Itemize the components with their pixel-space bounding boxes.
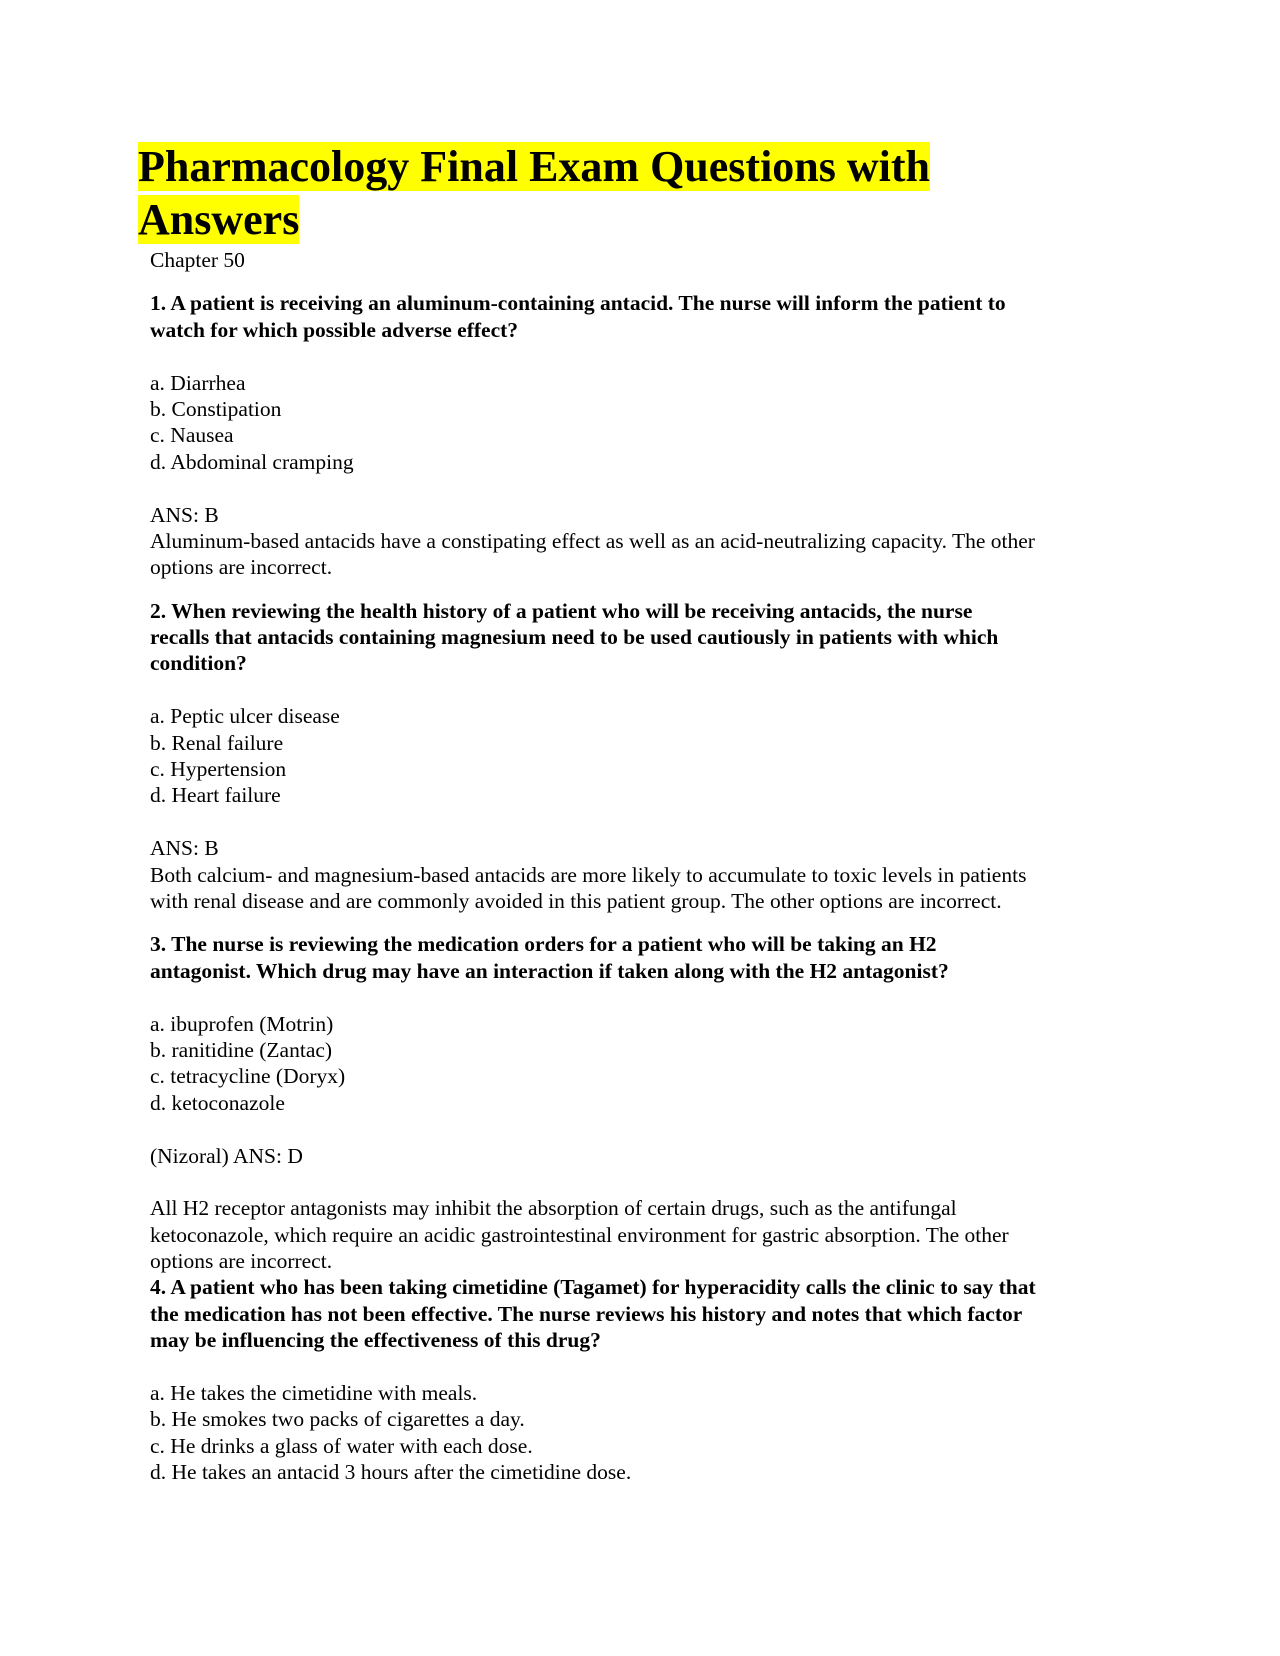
answer-option: c. Hypertension: [150, 757, 287, 782]
question-stem-line: 1. A patient is receiving an aluminum-containing antacid. The nurse will inform the patient to: [150, 291, 1006, 316]
answer-option: a. He takes the cimetidine with meals.: [150, 1381, 478, 1406]
question-stem-line: 3. The nurse is reviewing the medication orders for a patient who will be taking an H2: [150, 932, 937, 957]
answer-option: c. Nausea: [150, 423, 234, 448]
rationale-line: options are incorrect.: [150, 1249, 333, 1274]
rationale-line: Aluminum-based antacids have a constipating effect as well as an acid-neutralizing capacity. The other: [150, 528, 1035, 553]
answer-option: c. tetracycline (Doryx): [150, 1064, 346, 1089]
answer-option: a. ibuprofen (Motrin): [150, 1011, 334, 1036]
title-line-1: Pharmacology Final Exam Questions with: [138, 142, 931, 191]
document-title: [138, 140, 1138, 246]
answer-option: b. ranitidine (Zantac): [150, 1037, 333, 1062]
answer-key: ANS: B: [150, 836, 219, 861]
question-stem-line: condition?: [150, 651, 247, 676]
answer-option: b. Constipation: [150, 396, 282, 421]
rationale-line: options are incorrect.: [150, 555, 333, 580]
rationale-line: with renal disease and are commonly avoided in this patient group. The other options are incorrect.: [150, 888, 1002, 913]
question-2: [150, 598, 1110, 915]
answer-key: (Nizoral) ANS: D: [150, 1143, 303, 1168]
answer-option: d. ketoconazole: [150, 1090, 285, 1115]
question-stem-line: watch for which possible adverse effect?: [150, 317, 519, 342]
chapter-label: Chapter 50: [150, 248, 245, 272]
title-line-2: Answers: [138, 195, 300, 244]
answer-option: a. Diarrhea: [150, 370, 246, 395]
answer-option: d. Heart failure: [150, 783, 281, 808]
answer-option: d. He takes an antacid 3 hours after the cimetidine dose.: [150, 1460, 632, 1485]
answer-option: d. Abdominal cramping: [150, 449, 354, 474]
question-stem-line: 2. When reviewing the health history of a patient who will be receiving antacids, the nurse: [150, 598, 973, 623]
question-4: [150, 1274, 1110, 1485]
rationale-line: ketoconazole, which require an acidic gastrointestinal environment for gastric absorption. The other: [150, 1222, 1009, 1247]
question-stem-line: the medication has not been effective. The nurse reviews his history and notes that which factor: [150, 1301, 1023, 1326]
rationale-line: Both calcium- and magnesium-based antacids are more likely to accumulate to toxic levels in patients: [150, 862, 1027, 887]
answer-option: b. Renal failure: [150, 730, 284, 755]
question-stem-line: antagonist. Which drug may have an interaction if taken along with the H2 antagonist?: [150, 958, 949, 983]
document-body: [150, 247, 1110, 1486]
question-1: [150, 290, 1110, 580]
answer-option: c. He drinks a glass of water with each dose.: [150, 1433, 533, 1458]
answer-key: ANS: B: [150, 502, 219, 527]
answer-option: b. He smokes two packs of cigarettes a day.: [150, 1407, 525, 1432]
question-stem-line: recalls that antacids containing magnesium need to be used cautiously in patients with which: [150, 625, 999, 650]
answer-option: a. Peptic ulcer disease: [150, 704, 340, 729]
question-stem-line: 4. A patient who has been taking cimetidine (Tagamet) for hyperacidity calls the clinic to say that: [150, 1275, 1036, 1300]
rationale-line: All H2 receptor antagonists may inhibit the absorption of certain drugs, such as the antifungal: [150, 1196, 957, 1221]
question-3: [150, 931, 1110, 1274]
question-stem-line: may be influencing the effectiveness of this drug?: [150, 1328, 601, 1353]
